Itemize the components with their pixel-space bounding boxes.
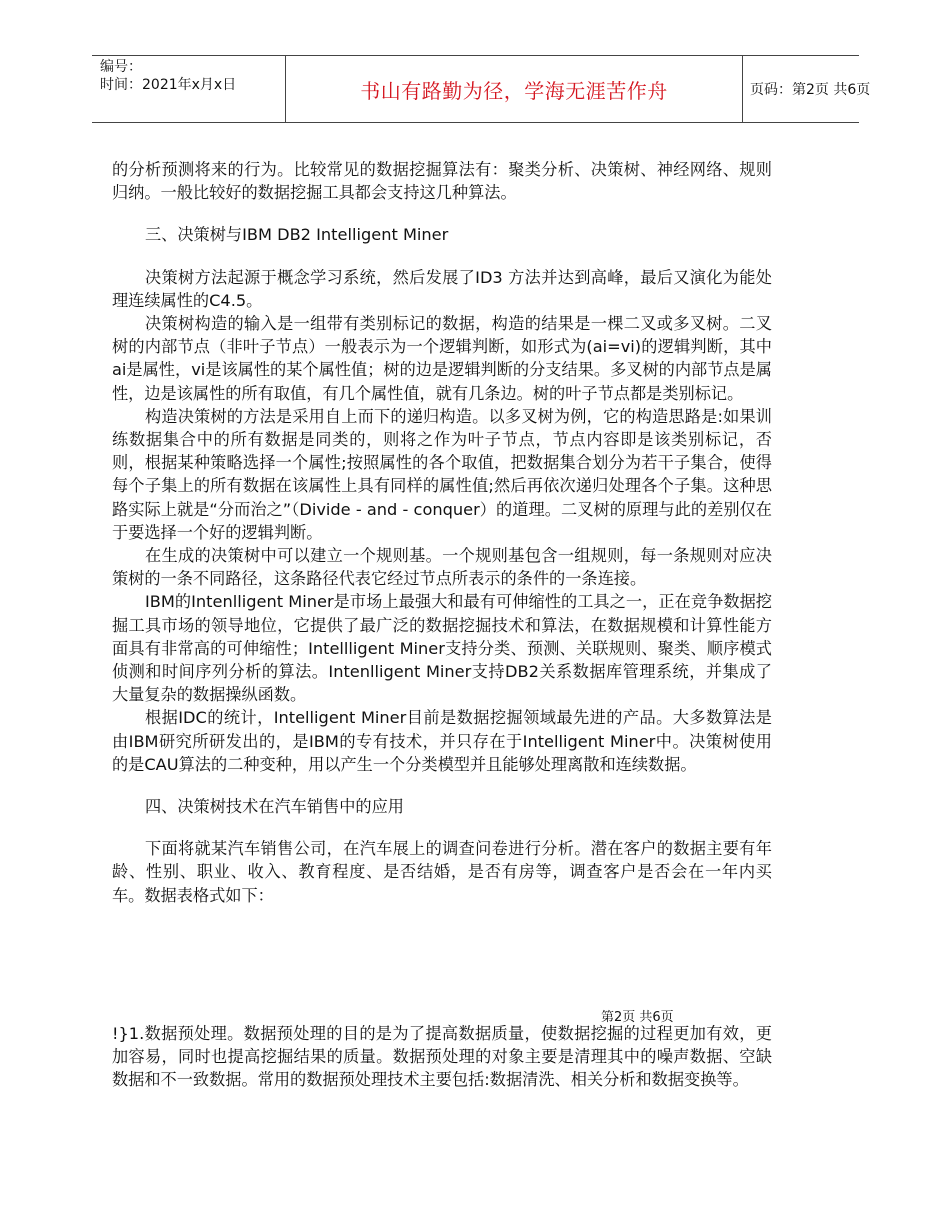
paragraph: !}1.数据预处理。数据预处理的目的是为了提高数据质量，使数据挖掘的过程更加有效，更加容易，同时也提高挖掘结果的质量。数据预处理的对象主要是清理其中的噪声数据、空缺数据和不一致数据。常用的数据预处理技术主要包括:数据清洗、相关分析和数据变换等。: [112, 1024, 772, 1090]
page-header: [92, 55, 871, 123]
continued-text: [112, 1022, 772, 1092]
paragraph: 根据IDC的统计，Intelligent Miner目前是数据挖掘领域最先进的产品。大多数算法是由IBM研究所研发出的，是IBM的专有技术，并只存在于Intelligent Miner中。决策树使用的是CAU算法的二种变种，用以产生一个分类模型并且能够处理离散和连续数据。: [112, 708, 772, 774]
page-marker: 第2页 共6页: [601, 1010, 674, 1025]
paragraph: 决策树构造的输入是一组带有类别标记的数据，构造的结果是一棵二叉或多叉树。二叉树的内部节点（非叶子节点）一般表示为一个逻辑判断，如形式为(ai=vi)的逻辑判断，其中ai是属性，vi是该属性的某个属性值；树的边是逻辑判断的分支结果。多叉树的内部节点是属性，边是该属性的所有取值，有几个属性值，就有几条边。树的叶子节点都是类别标记。: [112, 314, 772, 403]
section-heading-4: 四、决策树技术在汽车销售中的应用: [145, 797, 404, 817]
number-label: 编号：: [100, 59, 142, 75]
time-label: 时间：2021年x月x日: [100, 77, 237, 93]
paragraph: 决策树方法起源于概念学习系统，然后发展了ID3 方法并达到高峰，最后又演化为能处理连续属性的C4.5。: [112, 267, 772, 310]
paragraph: 在生成的决策树中可以建立一个规则基。一个规则基包含一组规则，每一条规则对应决策树的一条不同路径，这条路径代表它经过节点所表示的条件的一条连接。: [112, 546, 772, 589]
paragraph: 下面将就某汽车销售公司，在汽车展上的调查问卷进行分析。潜在客户的数据主要有年龄、性别、职业、收入、教育程度、是否结婚，是否有房等，调查客户是否会在一年内买车。数据表格式如下：: [112, 839, 772, 905]
paragraph: 的分析预测将来的行为。比较常见的数据挖掘算法有：聚类分析、决策树、神经网络、规则归纳。一般比较好的数据挖掘工具都会支持这几种算法。: [112, 160, 772, 203]
motto-text: 书山有路勤为径，学海无涯苦作舟: [360, 78, 668, 103]
header-meta-cell: [92, 56, 285, 122]
section-heading-3: 三、决策树与IBM DB2 Intelligent Miner: [145, 225, 449, 245]
header-motto-cell: [285, 56, 743, 122]
header-page-cell: [742, 56, 871, 122]
paragraph: IBM的Intenlligent Miner是市场上最强大和最有可伸缩性的工具之一，正在竞争数据挖掘工具市场的领导地位，它提供了最广泛的数据挖掘技术和算法，在数据规模和计算性能方面具有非常高的可伸缩性；Intellligent Miner支持分类、预测、关联规则、聚类、顺序模式侦测和时间序列分析的算法。Intenlligent Miner支持DB2关系数据库管理系统，并集成了大量复杂的数据操纵函数。: [112, 592, 772, 705]
paragraph: 构造决策树的方法是采用自上而下的递归构造。以多叉树为例，它的构造思路是:如果训练数据集合中的所有数据是同类的，则将之作为叶子节点，节点内容即是该类别标记，否则，根据某种策略选择一个属性;按照属性的各个取值，把数据集合划分为若干子集合，使得每个子集上的所有数据在该属性上具有同样的属性值;然后再依次递归处理各个子集。这种思路实际上就是“分而治之”（Divide - and - conquer）的道理。二叉树的原理与此的差别仅在于要选择一个好的逻辑判断。: [112, 406, 772, 542]
page-code: 页码：第2页 共6页: [750, 82, 871, 98]
document-body: [112, 158, 772, 907]
